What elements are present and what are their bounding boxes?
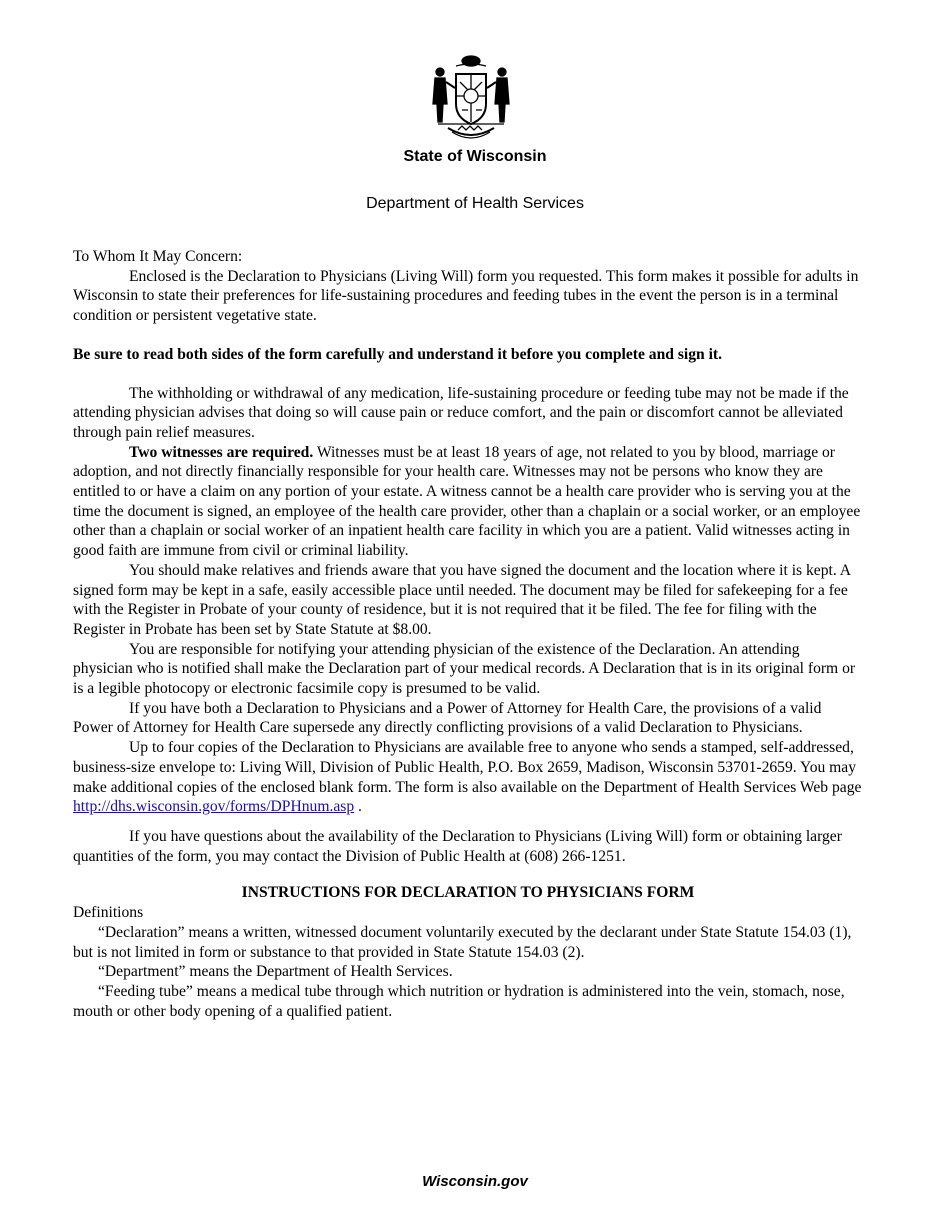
salutation: To Whom It May Concern: [73, 248, 243, 265]
questions-paragraph: If you have questions about the availability of the Declaration to Physicians (Living Will) form or obtaining larger quantities of the form, you may contact the Division of Public Health at (608) 266-1251. [73, 827, 842, 865]
witnesses-lead: Two witnesses are required. [129, 443, 314, 461]
department-title: Department of Health Services [366, 195, 584, 212]
letter-body [73, 247, 863, 1021]
state-title: State of Wisconsin [403, 148, 547, 165]
definition-feeding-tube: “Feeding tube” means a medical tube through which nutrition or hydration is administered into the vein, stomach, nose, mouth or other body opening of a qualified patient. [73, 982, 845, 1020]
copies-end: . [354, 798, 362, 816]
intro-paragraph: Enclosed is the Declaration to Physicians (Living Will) form you requested. This form makes it possible for adults in Wisconsin to state their preferences for life-sustaining procedures and feeding tubes in the event the person is in a terminal condition or persistent vegetative state. [73, 267, 859, 325]
withholding-paragraph: The withholding or withdrawal of any medication, life-sustaining procedure or feeding tube may not be made if the attending physician advises that doing so will cause pain or reduce comfort, and the pain or discomfort cannot be alleviated through pain relief measures. [73, 384, 849, 441]
copies-text: Up to four copies of the Declaration to Physicians are available free to anyone who sends a stamped, self-addressed, business-size envelope to: Living Will, Division of Public Health, P.O. Box 2659, Madison, Wisconsin 53701-2659. You may make additional copies of the enclosed blank form. The form is also available on the Department of Health Services Web page [73, 739, 862, 796]
definition-department: “Department” means the Department of Health Services. [98, 963, 453, 981]
witnesses-paragraph [73, 443, 863, 561]
definitions-label: Definitions [73, 904, 144, 922]
state-seal-logo [426, 52, 516, 144]
warning-paragraph: Be sure to read both sides of the form carefully and understand it before you complete and sign it. [73, 345, 723, 363]
responsible-paragraph: You are responsible for notifying your attending physician of the existence of the Declaration. An attending physician who is notified shall make the Declaration part of your medical records. A Declaration that is in its original form or is a legible photocopy or electronic facsimile copy is presumed to be valid. [73, 640, 856, 698]
witnesses-text: Witnesses must be at least 18 years of age, not related to you by blood, marriage or adoption, and not directly financially responsible for your health care. Witnesses may not be persons who know they are entitled to or have a claim on any portion of your estate. A witness cannot be a health care provider who is serving you at the time the document is signed, an employee of the health care provider, other than a chaplain or a social worker, or an employee other than a chaplain or social worker of an inpatient health care facility in which you are a patient. Valid witnesses acting in good faith are immune from civil or criminal liability. [73, 443, 861, 560]
dhs-forms-link[interactable]: http://dhs.wisconsin.gov/forms/DPHnum.asp [73, 798, 355, 816]
power-of-attorney-paragraph: If you have both a Declaration to Physicians and a Power of Attorney for Health Care, the provisions of a valid Power of Attorney for Health Care supersede any directly conflicting provisions of a valid Declaration to Physicians. [73, 699, 822, 737]
instructions-heading: INSTRUCTIONS FOR DECLARATION TO PHYSICIANS FORM [241, 884, 695, 902]
definition-declaration: “Declaration” means a written, witnessed document voluntarily executed by the declarant under State Statute 154.03 (1), but is not limited in form or substance to that provided in State Statute 154.03 (2). [73, 923, 852, 961]
footer-site: Wisconsin.gov [422, 1173, 528, 1190]
relatives-paragraph: You should make relatives and friends aware that you have signed the document and the location where it is kept. A signed form may be kept in a safe, easily accessible place until needed. The document may be filed for safekeeping for a fee with the Register in Probate of your county of residence, but it is not required that it be filed. The fee for filing with the Register in Probate has been set by State Statute at $8.00. [73, 561, 851, 638]
copies-paragraph [73, 738, 863, 817]
